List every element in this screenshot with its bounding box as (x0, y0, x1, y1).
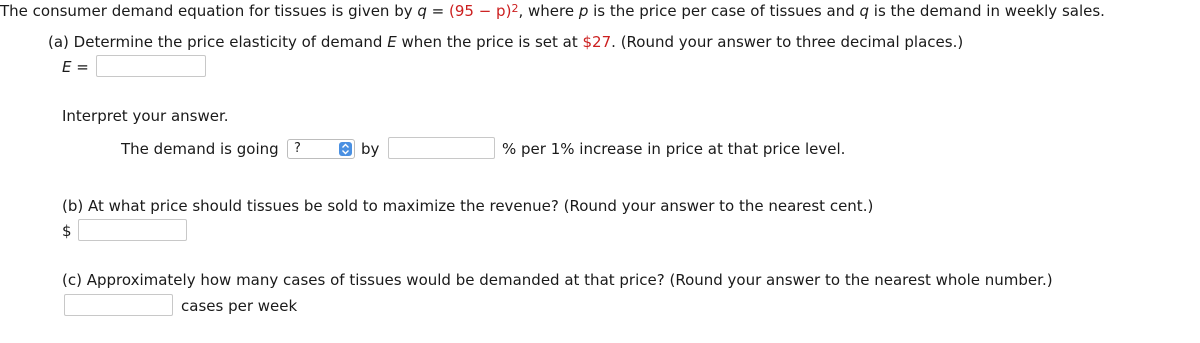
intro-text-2: , where (518, 2, 579, 20)
expression-exponent: 2 (511, 2, 519, 15)
percent-suffix: % per 1% increase in price at that price level. (502, 140, 846, 158)
var-E: E (387, 33, 397, 51)
given-price: $27 (582, 33, 612, 51)
interpret-heading: Interpret your answer. (62, 107, 229, 125)
cases-unit: cases per week (181, 297, 298, 315)
dollar-sign: $ (62, 222, 72, 240)
demand-expression (449, 2, 518, 20)
demand-going-label: The demand is going (121, 140, 279, 158)
expression-base: (95 − p) (449, 2, 512, 20)
percent-input[interactable] (388, 137, 495, 159)
by-label: by (361, 140, 380, 158)
intro-text-4: is the demand in weekly sales. (869, 2, 1105, 20)
part-c-question: (c) Approximately how many cases of tissues would be demanded at that price? (Round your answer to the nearest whole number.) (62, 271, 1053, 289)
direction-select[interactable] (287, 139, 355, 159)
select-arrows-icon (339, 142, 352, 156)
part-b-question: (b) At what price should tissues be sold to maximize the revenue? (Round your answer to the nearest cent.) (62, 197, 874, 215)
equals-sign: = (426, 2, 450, 20)
part-a-text-2: when the price is set at (396, 33, 583, 51)
intro-text: The consumer demand equation for tissues is given by (0, 2, 418, 20)
problem-statement (0, 1, 1105, 21)
cases-input[interactable] (64, 294, 173, 316)
part-a-question (48, 32, 963, 52)
part-a-text-3: . (Round your answer to three decimal places.) (611, 33, 964, 51)
intro-text-3: is the price per case of tissues and (588, 2, 860, 20)
price-input[interactable] (78, 219, 187, 241)
elasticity-input[interactable] (96, 55, 206, 77)
var-p: p (578, 2, 589, 20)
part-a-text: (a) Determine the price elasticity of demand (48, 33, 388, 51)
direction-select-value: ? (294, 141, 301, 156)
var-q: q (417, 2, 427, 20)
var-q-2: q (859, 2, 870, 20)
elasticity-label-text: E = (62, 58, 89, 76)
elasticity-label (62, 57, 89, 77)
select-arrows-glyph (339, 142, 352, 156)
